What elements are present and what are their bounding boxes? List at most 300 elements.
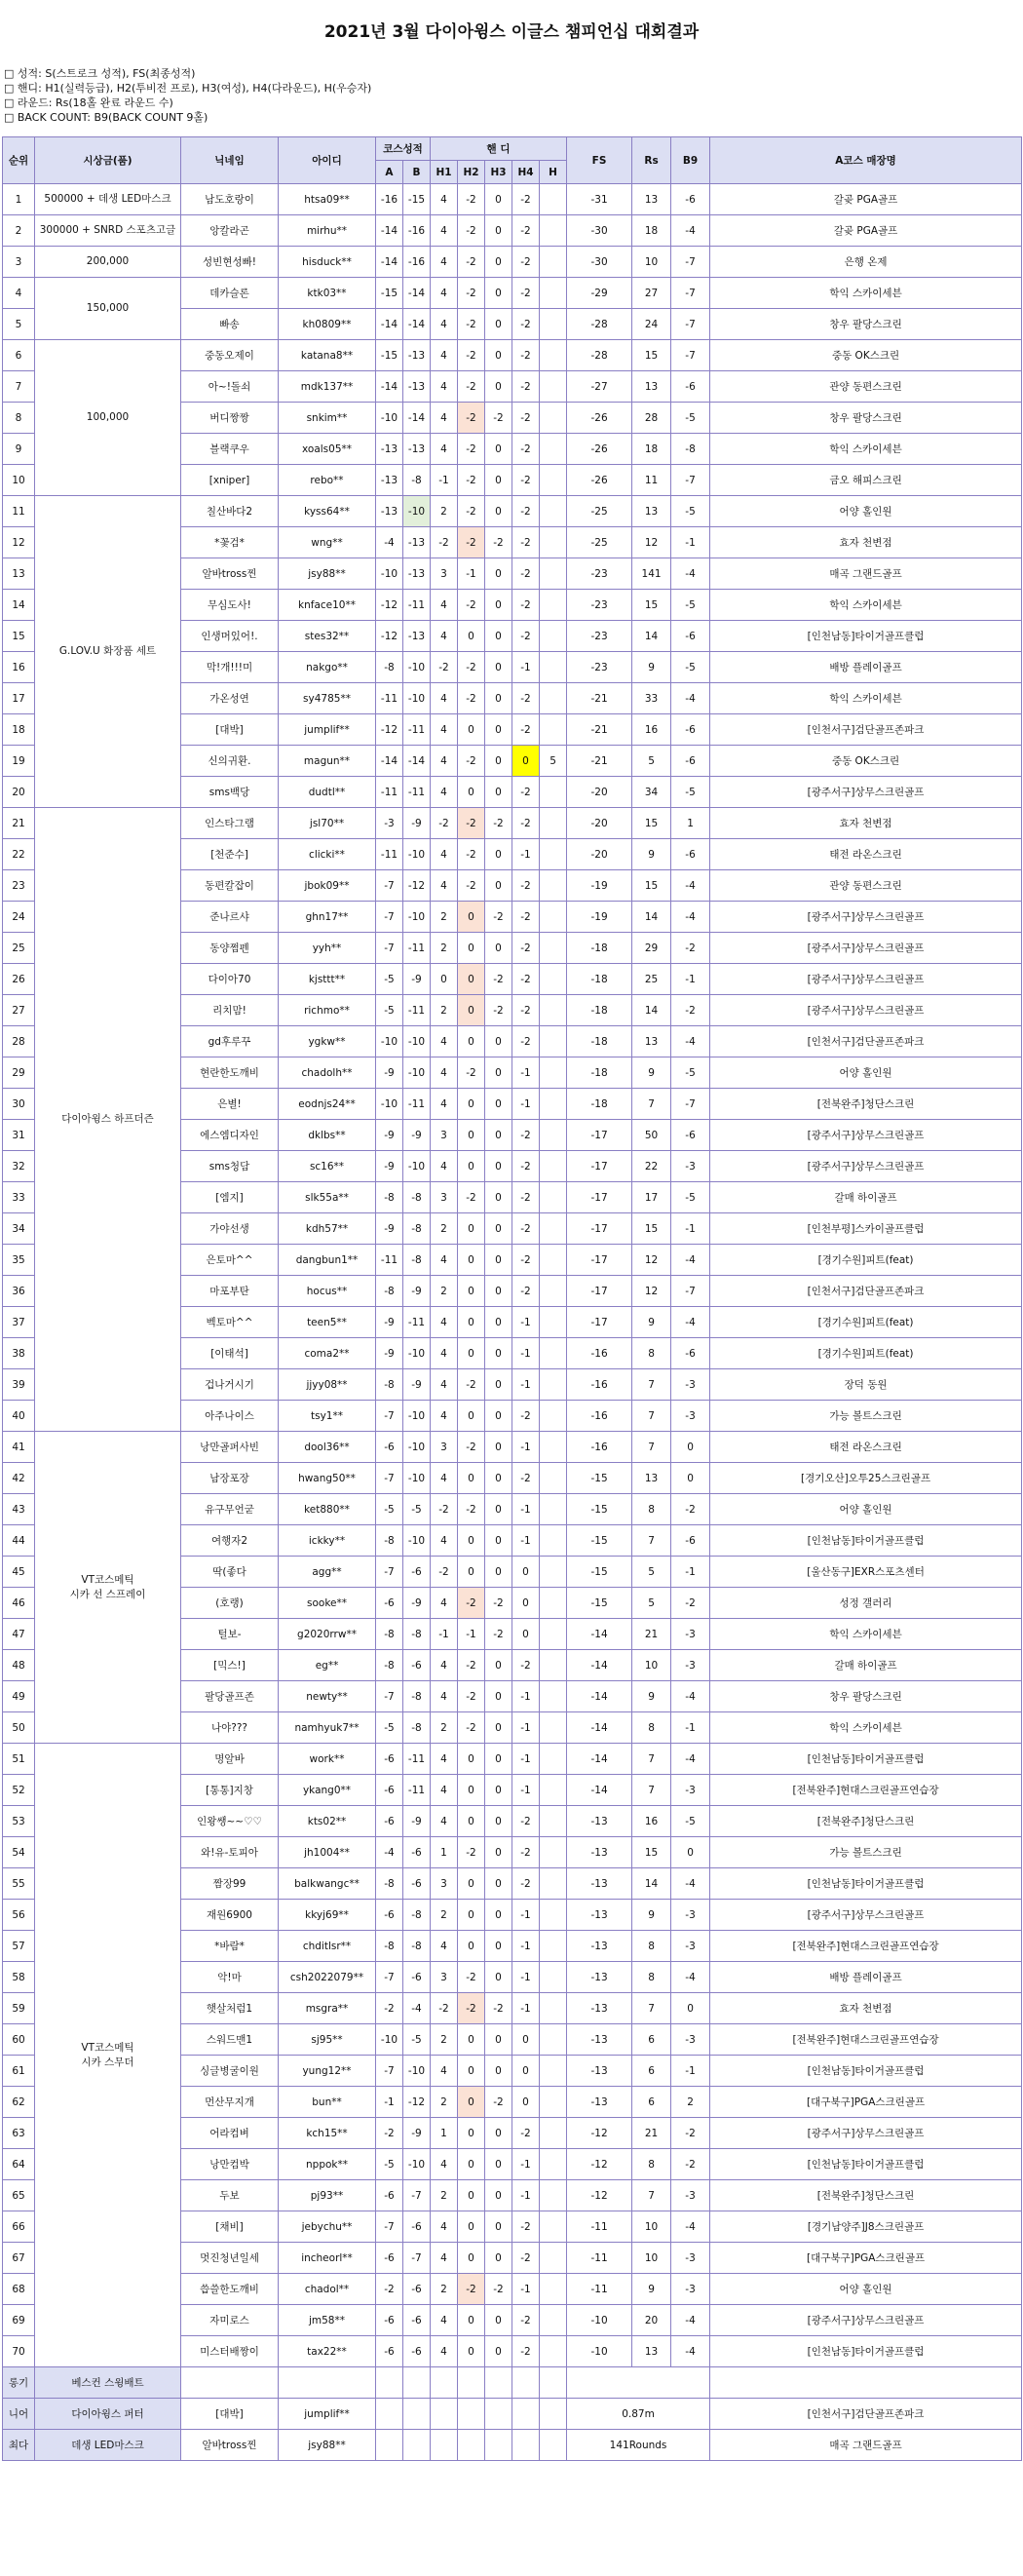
cell-h1: 4 [431, 1744, 458, 1775]
cell-h3: 0 [485, 933, 512, 964]
award-nickname: 알바tross찐 [181, 2430, 279, 2461]
cell-b9: -3 [671, 1931, 710, 1962]
cell-score-a: -8 [376, 1525, 403, 1557]
cell-b9: -4 [671, 215, 710, 247]
cell-rank: 54 [3, 1837, 35, 1868]
cell-rank: 37 [3, 1307, 35, 1338]
cell-h1: 1 [431, 1837, 458, 1868]
cell-h4: -1 [512, 1962, 540, 1993]
cell-h4: -1 [512, 1338, 540, 1369]
cell-nickname: 낭만골퍼사빈 [181, 1432, 279, 1463]
cell-nickname: 딱(좋다 [181, 1557, 279, 1588]
cell-nickname: 재원6900 [181, 1900, 279, 1931]
cell-score-a: -8 [376, 1276, 403, 1307]
cell-user-id: ket880** [279, 1494, 376, 1525]
cell-fs: -30 [567, 215, 632, 247]
cell-h1: 1 [431, 2118, 458, 2149]
cell-rank: 51 [3, 1744, 35, 1775]
cell-rank: 32 [3, 1151, 35, 1182]
cell-score-a: -6 [376, 1588, 403, 1619]
cell-score-a: -10 [376, 403, 403, 434]
cell-fs: -17 [567, 1213, 632, 1245]
cell-score-a: -8 [376, 1369, 403, 1401]
cell-h4: 0 [512, 2056, 540, 2087]
cell-store: 학익 스카이세븐 [710, 434, 1022, 465]
cell-h [540, 1868, 567, 1900]
cell-nickname: 인스타그램 [181, 808, 279, 839]
note-line: □ 성적: S(스트로크 성적), FS(최종성적) [4, 67, 196, 80]
cell-h1: 4 [431, 403, 458, 434]
cell-h1: 4 [431, 839, 458, 870]
cell-b9: -2 [671, 1494, 710, 1525]
cell-h2: 0 [458, 714, 485, 746]
cell-fs: -28 [567, 309, 632, 340]
cell-h2: -2 [458, 683, 485, 714]
cell-b9: -5 [671, 1057, 710, 1089]
empty-cell [458, 2399, 485, 2430]
cell-h4: -1 [512, 1057, 540, 1089]
cell-h [540, 1401, 567, 1432]
cell-b9: -6 [671, 621, 710, 652]
cell-b9: -4 [671, 1681, 710, 1712]
cell-rs: 15 [632, 590, 671, 621]
cell-h1: 4 [431, 2305, 458, 2336]
cell-rs: 20 [632, 2305, 671, 2336]
award-prize: 베스컨 스윙배트 [35, 2367, 181, 2399]
cell-score-b: -16 [403, 215, 431, 247]
cell-score-a: -2 [376, 2274, 403, 2305]
cell-nickname: 와!유-토피아 [181, 1837, 279, 1868]
cell-fs: -26 [567, 403, 632, 434]
cell-user-id: magun** [279, 746, 376, 777]
cell-h2: -2 [458, 527, 485, 558]
cell-store: [광주서구]상무스크린골프 [710, 933, 1022, 964]
cell-score-a: -9 [376, 1057, 403, 1089]
cell-store: [인천남동]타이거골프클럽 [710, 1744, 1022, 1775]
cell-h [540, 1276, 567, 1307]
cell-h1: 4 [431, 1650, 458, 1681]
cell-nickname: 두보 [181, 2180, 279, 2211]
cell-rs: 15 [632, 1837, 671, 1868]
header-h3: H3 [485, 161, 512, 184]
cell-h2: 0 [458, 1213, 485, 1245]
cell-b9: -5 [671, 1182, 710, 1213]
cell-h3: 0 [485, 870, 512, 902]
cell-score-a: -4 [376, 527, 403, 558]
cell-h4: -2 [512, 933, 540, 964]
cell-h2: -2 [458, 465, 485, 496]
cell-b9: -7 [671, 340, 710, 371]
cell-rs: 13 [632, 371, 671, 403]
cell-rank: 21 [3, 808, 35, 839]
cell-store: 갈곶 PGA골프 [710, 184, 1022, 215]
cell-score-b: -8 [403, 1213, 431, 1245]
cell-b9: -2 [671, 2118, 710, 2149]
award-row [3, 2399, 1022, 2430]
cell-b9: -7 [671, 1276, 710, 1307]
cell-h [540, 2056, 567, 2087]
cell-b9: -3 [671, 2180, 710, 2211]
empty-cell [485, 2399, 512, 2430]
cell-h1: 3 [431, 1120, 458, 1151]
cell-h4: -1 [512, 1900, 540, 1931]
cell-h4: -2 [512, 1245, 540, 1276]
empty-cell [540, 2430, 567, 2461]
cell-rs: 9 [632, 1681, 671, 1712]
cell-score-b: -10 [403, 1432, 431, 1463]
cell-rank: 14 [3, 590, 35, 621]
cell-h [540, 340, 567, 371]
cell-h [540, 184, 567, 215]
cell-score-b: -11 [403, 777, 431, 808]
award-prize: 다이아윙스 퍼터 [35, 2399, 181, 2430]
cell-h: 5 [540, 746, 567, 777]
header-prize: 시상금(품) [35, 137, 181, 184]
cell-h3: -2 [485, 527, 512, 558]
cell-h2: 0 [458, 2243, 485, 2274]
award-id: jumplif** [279, 2399, 376, 2430]
cell-b9: -4 [671, 902, 710, 933]
cell-h2: -2 [458, 184, 485, 215]
cell-b9: 0 [671, 1993, 710, 2024]
prize-cell: 150,000 [35, 278, 181, 340]
cell-score-b: -9 [403, 1120, 431, 1151]
cell-nickname: 데카슬론 [181, 278, 279, 309]
cell-b9: -3 [671, 1650, 710, 1681]
cell-rs: 50 [632, 1120, 671, 1151]
cell-score-a: -11 [376, 839, 403, 870]
cell-score-a: -7 [376, 1401, 403, 1432]
cell-nickname: 빠송 [181, 309, 279, 340]
cell-h [540, 2087, 567, 2118]
header-fs: FS [567, 137, 632, 184]
empty-cell [485, 2367, 512, 2399]
cell-score-b: -10 [403, 1525, 431, 1557]
empty-cell [512, 2430, 540, 2461]
cell-fs: -21 [567, 746, 632, 777]
cell-h4: -2 [512, 902, 540, 933]
cell-h2: -2 [458, 496, 485, 527]
table-row [3, 1432, 1022, 1463]
cell-h4: -2 [512, 1120, 540, 1151]
cell-nickname: *바람* [181, 1931, 279, 1962]
cell-score-a: -12 [376, 621, 403, 652]
cell-nickname: 다이아70 [181, 964, 279, 995]
cell-h2: 0 [458, 933, 485, 964]
cell-h2: 0 [458, 1401, 485, 1432]
cell-h2: 0 [458, 2336, 485, 2367]
cell-score-b: -10 [403, 496, 431, 527]
cell-score-b: -13 [403, 434, 431, 465]
cell-h4: -2 [512, 1650, 540, 1681]
cell-rank: 18 [3, 714, 35, 746]
cell-rs: 12 [632, 1245, 671, 1276]
cell-h2: 0 [458, 2118, 485, 2149]
prize-cell: 100,000 [35, 340, 181, 496]
cell-h3: -2 [485, 1619, 512, 1650]
cell-score-b: -8 [403, 1712, 431, 1744]
cell-score-b: -10 [403, 2056, 431, 2087]
cell-nickname: 무심도사! [181, 590, 279, 621]
table-row [3, 184, 1022, 215]
cell-score-a: -7 [376, 1681, 403, 1712]
cell-h1: 4 [431, 1525, 458, 1557]
cell-h2: 0 [458, 1338, 485, 1369]
cell-rs: 9 [632, 2274, 671, 2305]
cell-score-b: -12 [403, 2087, 431, 2118]
cell-rs: 18 [632, 434, 671, 465]
cell-h [540, 1619, 567, 1650]
cell-score-a: -16 [376, 184, 403, 215]
cell-h4: -1 [512, 1775, 540, 1806]
cell-h [540, 527, 567, 558]
cell-user-id: jsl70** [279, 808, 376, 839]
cell-rs: 10 [632, 2211, 671, 2243]
cell-nickname: 햇살처럼1 [181, 1993, 279, 2024]
cell-b9: -2 [671, 933, 710, 964]
cell-rs: 8 [632, 2149, 671, 2180]
cell-user-id: ghn17** [279, 902, 376, 933]
cell-user-id: mdk137** [279, 371, 376, 403]
cell-h3: 0 [485, 1650, 512, 1681]
cell-fs: -10 [567, 2305, 632, 2336]
cell-rs: 29 [632, 933, 671, 964]
cell-store: 금오 해피스크린 [710, 465, 1022, 496]
cell-b9: -6 [671, 184, 710, 215]
cell-rs: 7 [632, 1432, 671, 1463]
cell-b9: -3 [671, 1151, 710, 1182]
cell-h2: -2 [458, 1712, 485, 1744]
cell-h1: 4 [431, 1151, 458, 1182]
cell-fs: -16 [567, 1338, 632, 1369]
cell-b9: -6 [671, 839, 710, 870]
cell-rank: 42 [3, 1463, 35, 1494]
cell-score-b: -8 [403, 1931, 431, 1962]
header-h2: H2 [458, 161, 485, 184]
cell-store: 장덕 동원 [710, 1369, 1022, 1401]
cell-h3: -2 [485, 1993, 512, 2024]
cell-nickname: 중동오제이 [181, 340, 279, 371]
cell-h1: 4 [431, 1931, 458, 1962]
cell-h1: 4 [431, 309, 458, 340]
cell-fs: -17 [567, 1307, 632, 1338]
cell-score-b: -5 [403, 2024, 431, 2056]
cell-store: [인천남동]타이거골프클럽 [710, 1525, 1022, 1557]
cell-h4: -2 [512, 247, 540, 278]
cell-score-b: -6 [403, 2305, 431, 2336]
cell-rs: 13 [632, 496, 671, 527]
cell-score-a: -15 [376, 340, 403, 371]
cell-h3: 0 [485, 1463, 512, 1494]
cell-h1: 4 [431, 1307, 458, 1338]
cell-user-id: richmo** [279, 995, 376, 1026]
cell-score-b: -10 [403, 1151, 431, 1182]
cell-store: [전북완주]현대스크린골프연습장 [710, 1775, 1022, 1806]
award-id: jsy88** [279, 2430, 376, 2461]
note-line: □ 핸디: H1(실력등급), H2(투비전 프로), H3(여성), H4(다라운드), H(우승자) [4, 82, 372, 95]
cell-score-a: -6 [376, 1432, 403, 1463]
cell-rs: 9 [632, 1057, 671, 1089]
cell-rs: 34 [632, 777, 671, 808]
cell-h [540, 1557, 567, 1588]
cell-store: [경기수원]피트(feat) [710, 1245, 1022, 1276]
cell-h4: -2 [512, 434, 540, 465]
cell-score-b: -6 [403, 1868, 431, 1900]
cell-nickname: [믹스!] [181, 1650, 279, 1681]
cell-h1: 0 [431, 964, 458, 995]
cell-h1: 2 [431, 1712, 458, 1744]
cell-rank: 55 [3, 1868, 35, 1900]
cell-score-b: -11 [403, 1307, 431, 1338]
cell-store: [대구북구]PGA스크린골프 [710, 2243, 1022, 2274]
cell-user-id: namhyuk7** [279, 1712, 376, 1744]
cell-score-b: -6 [403, 2211, 431, 2243]
cell-rs: 7 [632, 1525, 671, 1557]
cell-h2: -2 [458, 590, 485, 621]
cell-nickname: 스워드맨1 [181, 2024, 279, 2056]
cell-rank: 67 [3, 2243, 35, 2274]
cell-h2: 0 [458, 2211, 485, 2243]
cell-rs: 13 [632, 1463, 671, 1494]
cell-score-b: -10 [403, 902, 431, 933]
cell-h3: 0 [485, 2056, 512, 2087]
cell-h2: -2 [458, 434, 485, 465]
cell-rs: 21 [632, 1619, 671, 1650]
legend-notes [4, 66, 1023, 136]
cell-b9: -4 [671, 2305, 710, 2336]
cell-fs: -21 [567, 683, 632, 714]
cell-user-id: jh1004** [279, 1837, 376, 1868]
cell-rank: 70 [3, 2336, 35, 2367]
cell-score-b: -6 [403, 1962, 431, 1993]
cell-store: [전북완주]청단스크린 [710, 2180, 1022, 2211]
cell-h2: 0 [458, 1120, 485, 1151]
cell-h1: 3 [431, 1868, 458, 1900]
cell-h3: 0 [485, 1681, 512, 1712]
cell-rank: 48 [3, 1650, 35, 1681]
cell-h4: -1 [512, 1494, 540, 1525]
cell-h [540, 590, 567, 621]
cell-h1: 4 [431, 621, 458, 652]
cell-score-b: -13 [403, 340, 431, 371]
cell-h1: 2 [431, 2274, 458, 2305]
cell-nickname: 털보- [181, 1619, 279, 1650]
cell-score-b: -8 [403, 465, 431, 496]
cell-score-a: -12 [376, 590, 403, 621]
cell-store: [인천서구]검단골프존파크 [710, 1276, 1022, 1307]
cell-fs: -18 [567, 1089, 632, 1120]
cell-fs: -23 [567, 590, 632, 621]
empty-cell [431, 2399, 458, 2430]
cell-nickname: 벡토마^^ [181, 1307, 279, 1338]
cell-h1: 4 [431, 247, 458, 278]
cell-h3: 0 [485, 714, 512, 746]
cell-user-id: sooke** [279, 1588, 376, 1619]
cell-score-b: -4 [403, 1993, 431, 2024]
cell-h3: -2 [485, 1588, 512, 1619]
cell-score-a: -14 [376, 247, 403, 278]
cell-store: [경기오산]오투25스크린골프 [710, 1463, 1022, 1494]
cell-store: [전북완주]청단스크린 [710, 1089, 1022, 1120]
cell-h3: 0 [485, 309, 512, 340]
cell-score-b: -8 [403, 1245, 431, 1276]
cell-score-a: -14 [376, 371, 403, 403]
cell-h1: 4 [431, 434, 458, 465]
cell-h1: 4 [431, 371, 458, 403]
cell-score-b: -8 [403, 1182, 431, 1213]
cell-nickname: 낭만컴박 [181, 2149, 279, 2180]
cell-h1: 4 [431, 2336, 458, 2367]
cell-user-id: rebo** [279, 465, 376, 496]
note-line: □ BACK COUNT: B9(BACK COUNT 9홀) [4, 111, 208, 124]
cell-score-a: -14 [376, 309, 403, 340]
cell-score-a: -5 [376, 995, 403, 1026]
cell-h1: -2 [431, 652, 458, 683]
cell-score-a: -8 [376, 1650, 403, 1681]
cell-h4: -2 [512, 1463, 540, 1494]
cell-h3: 0 [485, 1182, 512, 1213]
cell-score-a: -11 [376, 683, 403, 714]
cell-h4: -2 [512, 777, 540, 808]
cell-h4: -2 [512, 1401, 540, 1432]
cell-h4: -2 [512, 558, 540, 590]
cell-h [540, 403, 567, 434]
cell-fs: -30 [567, 247, 632, 278]
cell-rank: 50 [3, 1712, 35, 1744]
cell-rank: 45 [3, 1557, 35, 1588]
cell-rank: 64 [3, 2149, 35, 2180]
cell-store: 가능 볼트스크린 [710, 1837, 1022, 1868]
cell-user-id: work** [279, 1744, 376, 1775]
cell-h3: 0 [485, 1026, 512, 1057]
cell-rank: 30 [3, 1089, 35, 1120]
cell-b9: -1 [671, 1213, 710, 1245]
cell-store: 효자 천변점 [710, 808, 1022, 839]
cell-h2: 0 [458, 621, 485, 652]
cell-h4: -2 [512, 371, 540, 403]
cell-fs: -15 [567, 1588, 632, 1619]
cell-nickname: sms백당 [181, 777, 279, 808]
cell-rank: 63 [3, 2118, 35, 2149]
cell-h4: -1 [512, 839, 540, 870]
cell-rs: 16 [632, 714, 671, 746]
cell-store: [인천서구]검단골프존파크 [710, 714, 1022, 746]
cell-h4: -2 [512, 215, 540, 247]
cell-h [540, 1806, 567, 1837]
empty-cell [403, 2367, 431, 2399]
cell-user-id: slk55a** [279, 1182, 376, 1213]
cell-store: 어양 홀인원 [710, 1057, 1022, 1089]
cell-fs: -14 [567, 1775, 632, 1806]
cell-fs: -10 [567, 2336, 632, 2367]
cell-rank: 17 [3, 683, 35, 714]
cell-h3: -2 [485, 2274, 512, 2305]
cell-h3: 0 [485, 558, 512, 590]
cell-h3: 0 [485, 340, 512, 371]
cell-nickname: 현란한도깨비 [181, 1057, 279, 1089]
cell-score-a: -7 [376, 933, 403, 964]
cell-b9: -1 [671, 2056, 710, 2087]
cell-b9: 0 [671, 1463, 710, 1494]
cell-score-a: -8 [376, 1619, 403, 1650]
cell-fs: -26 [567, 465, 632, 496]
cell-fs: -13 [567, 1868, 632, 1900]
cell-score-b: -9 [403, 1369, 431, 1401]
cell-rs: 10 [632, 2243, 671, 2274]
cell-h1: 2 [431, 995, 458, 1026]
cell-fs: -20 [567, 808, 632, 839]
cell-h1: 2 [431, 496, 458, 527]
